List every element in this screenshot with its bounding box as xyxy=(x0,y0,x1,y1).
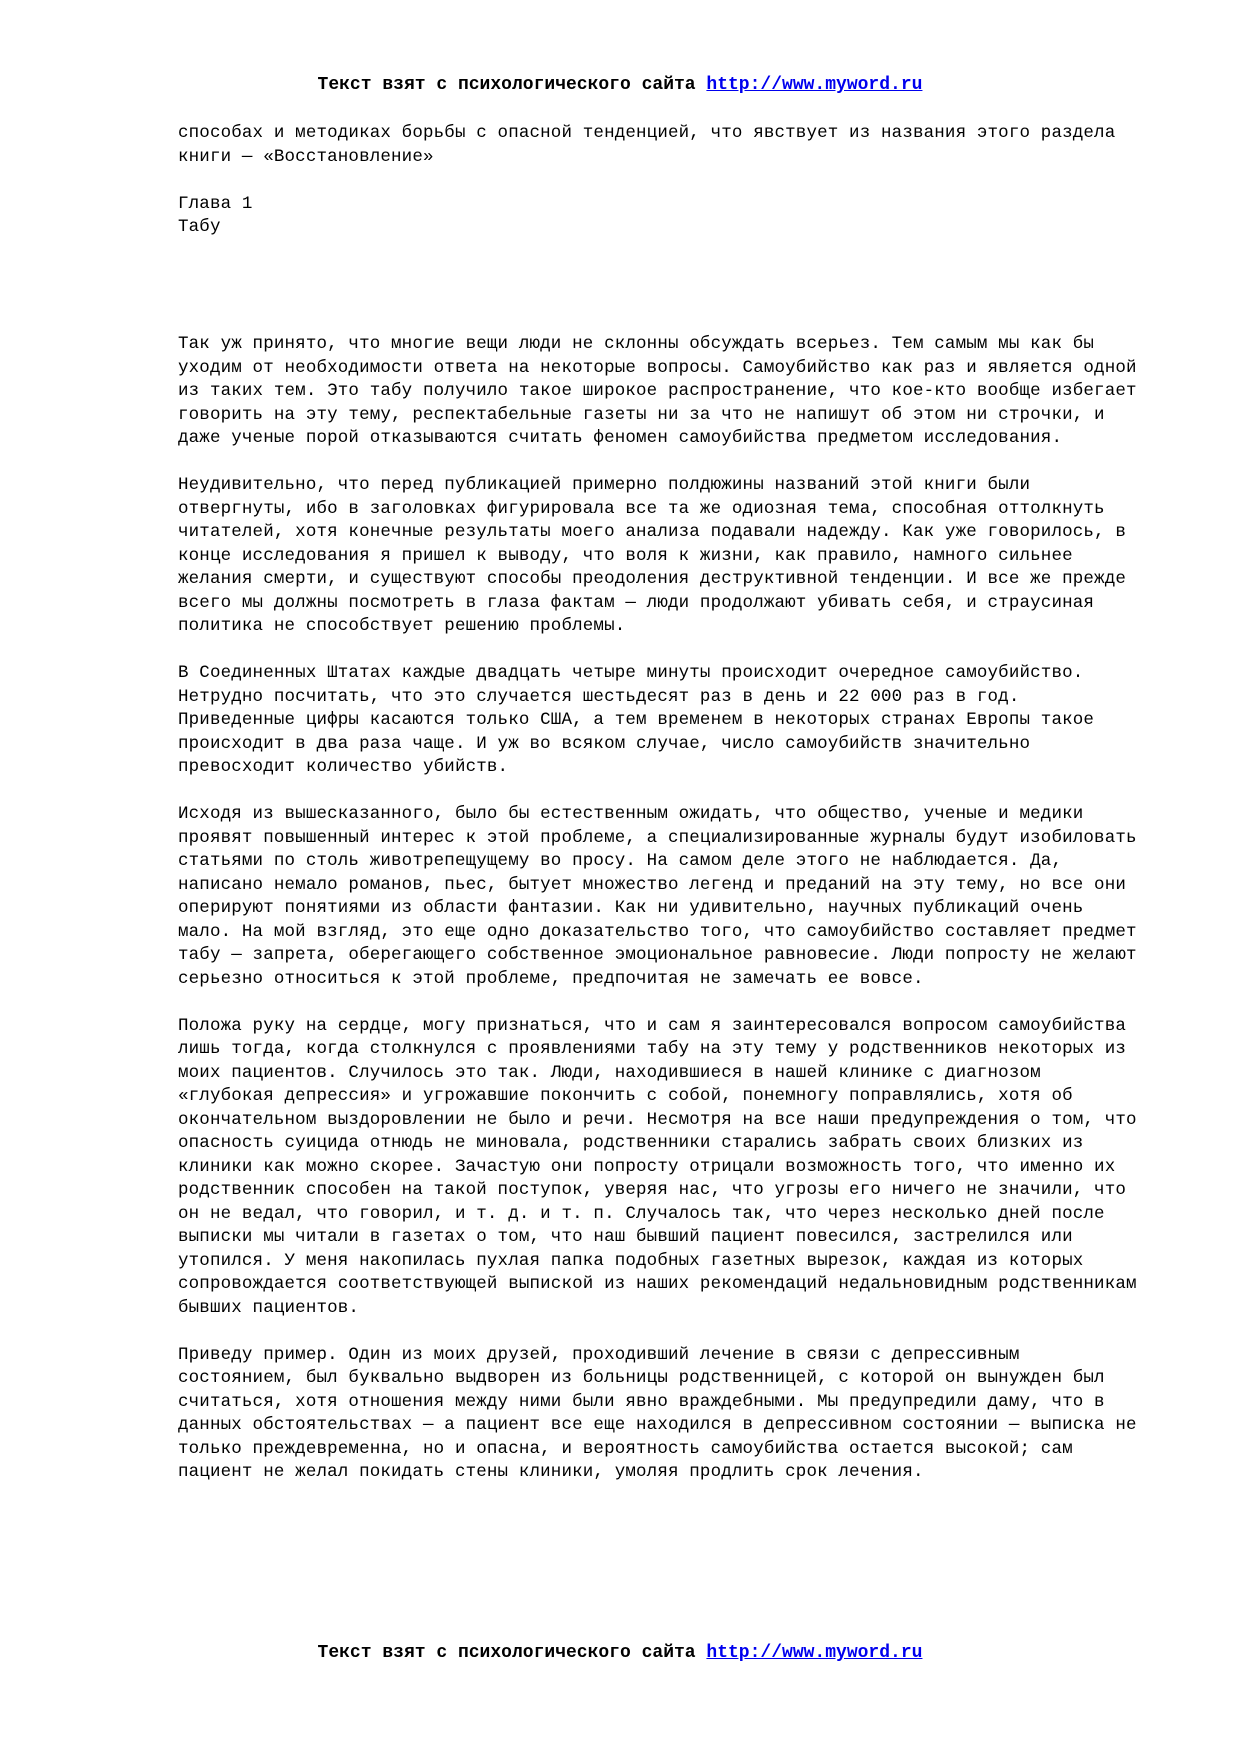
footer-link[interactable]: http://www.myword.ru xyxy=(706,1643,923,1663)
paragraph: Положа руку на сердце, могу признаться, что и сам я заинтересовался вопросом самоубийства лишь тогда, когда столкнулся с проявлениями табу на эту тему у родственников некоторых из моих пациентов. Случилось это так. Люди, находившиеся в нашей клинике с диагнозом «глубокая депрессия» и угрожавшие покончить с собой, понемногу поправлялись, хотя об окончательном выздоровлении не было и речи. Несмотря на все наши предупреждения о том, что опасность суицида отнюдь не миновала, родственники старались забрать своих близких из клиники как можно скорее. Зачастую они попросту отрицали возможность того, что именно их родственник способен на такой поступок, уверяя нас, что угрозы его ничего не значили, что он не ведал, что говорил, и т. д. и т. п. Случалось так, что через несколько дней после выписки мы читали в газетах о том, что наш бывший пациент повесился, застрелился или утопился. У меня накопилась пухлая папка подобных газетных вырезок, каждая из которых сопровождается соответствующей выпиской из наших рекомендаций недальновидным родственникам бывших пациентов. xyxy=(178,1015,1137,1318)
spacer xyxy=(178,263,1144,333)
paragraph: Так уж принято, что многие вещи люди не склонны обсуждать всерьез. Тем самым мы как бы уходим от необходимости ответа на некоторые вопросы. Самоубийство как раз и является одной из таких тем. Это табу получило такое широкое распространение, что кое-кто вообще избегает говорить на эту тему, респектабельные газеты ни за что не напишут об этом ни строчки, и даже ученые порой отказываются считать феномен самоубийства предметом исследования. xyxy=(178,334,1137,448)
chapter-title: Табу xyxy=(178,217,221,237)
header-text: Текст взят с психологического сайта xyxy=(317,75,696,95)
header-banner xyxy=(0,73,1240,97)
footer-text: Текст взят с психологического сайта xyxy=(317,1643,696,1663)
document-body xyxy=(178,122,1144,1508)
paragraph: В Соединенных Штатах каждые двадцать четыре минуты происходит очередное самоубийство. Нетрудно посчитать, что это случается шестьдесят раз в день и 22 000 раз в год. Приведенные цифры касаются только США, а тем временем в некоторых странах Европы такое происходит в два раза чаще. И уж во всяком случае, число самоубийств значительно превосходит количество убийств. xyxy=(178,663,1095,777)
paragraph: Неудивительно, что перед публикацией примерно полдюжины названий этой книги были отвергнуты, ибо в заголовках фигурировала все та же одиозная тема, способная оттолкнуть читателей, хотя конечные результаты моего анализа подавали надежду. Как уже говорилось, в конце исследования я пришел к выводу, что воля к жизни, как правило, намного сильнее желания смерти, и существуют способы преодоления деструктивной тенденции. И все же прежде всего мы должны посмотреть в глаза фактам — люди продолжают убивать себя, и страусиная политика не способствует решению проблемы. xyxy=(178,475,1127,636)
chapter-heading xyxy=(178,193,1144,240)
header-link[interactable]: http://www.myword.ru xyxy=(706,75,923,95)
chapter-number: Глава 1 xyxy=(178,193,253,214)
paragraph: Исходя из вышесказанного, было бы естественным ожидать, что общество, ученые и медики проявят повышенный интерес к этой проблеме, а специализированные журналы будут изобиловать статьями по столь животрепещущему во просу. На самом деле этого не наблюдается. Да, написано немало романов, пьес, бытует множество легенд и преданий на эту тему, но все они оперируют понятиями из области фантазии. Как ни удивительно, научных публикаций очень мало. На мой взгляд, это еще одно доказательство того, что самоубийство составляет предмет табу — запрета, оберегающего собственное эмоциональное равновесие. Люди попросту не желают серьезно относиться к этой проблеме, предпочитая не замечать ее вовсе. xyxy=(178,804,1137,989)
paragraph: Приведу пример. Один из моих друзей, проходивший лечение в связи с депрессивным состоянием, был буквально выдворен из больницы родственницей, с которой он вынужден был считаться, хотя отношения между ними были явно враждебными. Мы предупредили даму, что в данных обстоятельствах — а пациент все еще находился в депрессивном состоянии — выписка не только преждевременна, но и опасна, и вероятность самоубийства остается высокой; сам пациент не желал покидать стены клиники, умоляя продлить срок лечения. xyxy=(178,1344,1137,1482)
intro-fragment: способах и методиках борьбы с опасной тенденцией, что явствует из названия этого раздела книги — «Восстановление» xyxy=(178,123,1116,167)
footer-banner xyxy=(0,1641,1240,1665)
